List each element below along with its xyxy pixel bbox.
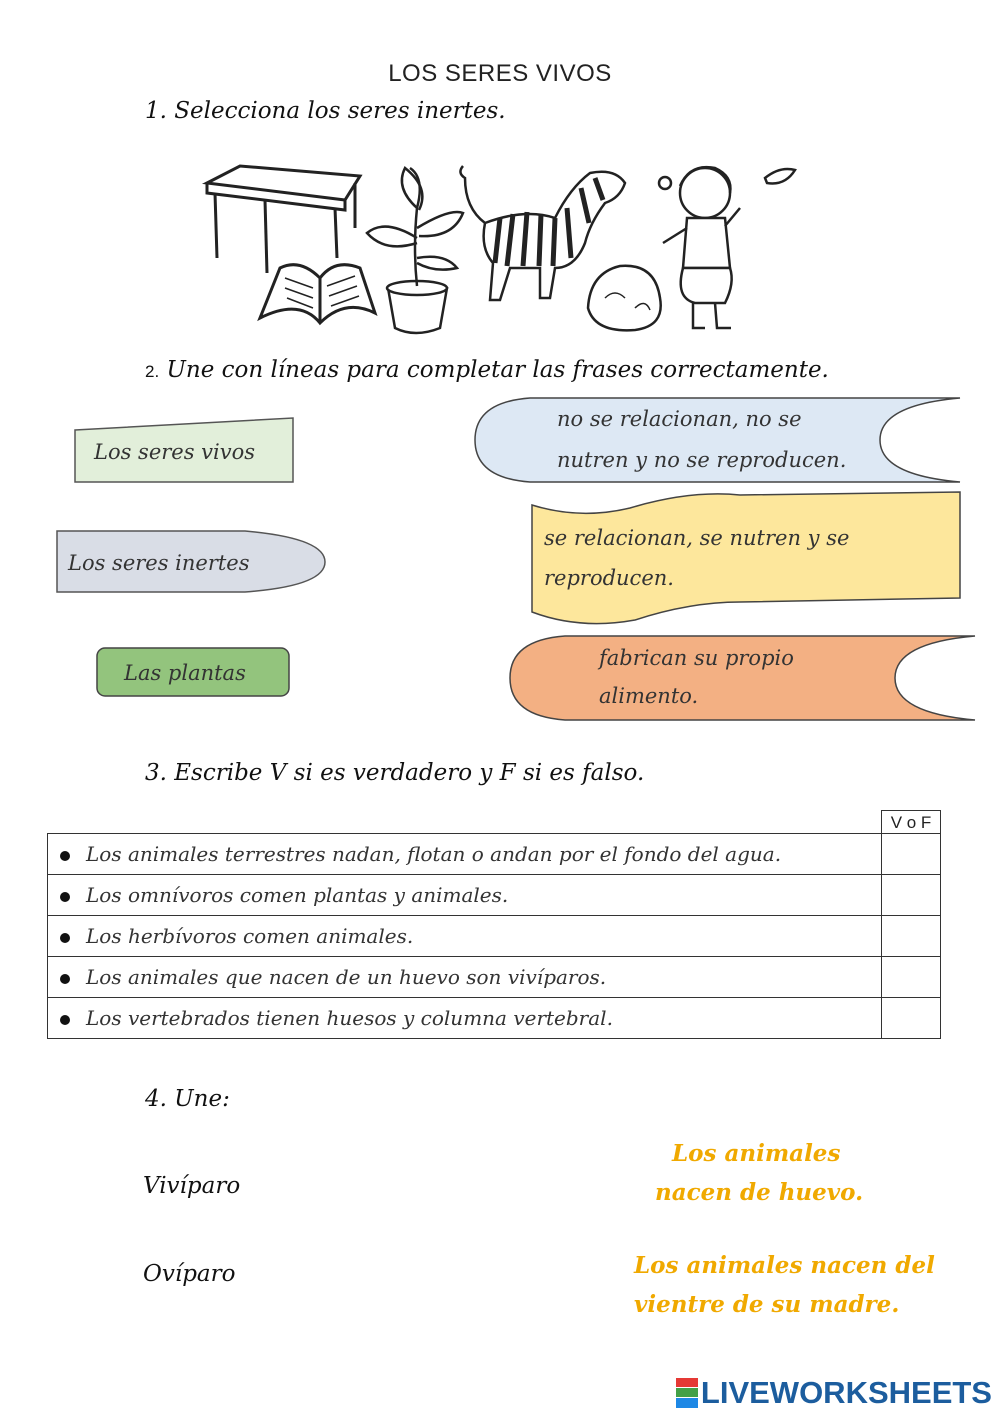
right-orange-line1: fabrican su propio [599, 646, 794, 670]
match-left-viviparo[interactable]: Vivíparo [143, 1173, 241, 1199]
right-blue-line2: nutren y no se reproducen. [557, 448, 847, 472]
question-2: Une con líneas para completar las frases correctamente. [166, 357, 829, 383]
living-nonliving-illustration [195, 148, 815, 338]
table-row [48, 916, 941, 957]
question-3: 3. Escribe V si es verdadero y F si es falso. [145, 760, 645, 786]
liveworksheets-mark-icon [676, 1378, 698, 1408]
liveworksheets-brand: LIVEWORKSHEETS [700, 1375, 992, 1410]
table-row [48, 875, 941, 916]
answer-cell-5[interactable] [882, 998, 941, 1039]
question-2-number: 2. [145, 362, 160, 381]
statement-2: Los omnívoros comen plantas y animales. [86, 883, 509, 907]
left-label-seres-vivos: Los seres vivos [94, 440, 256, 464]
bullet-icon [60, 933, 70, 943]
left-label-seres-inertes: Los seres inertes [68, 551, 250, 575]
statement-1: Los animales terrestres nadan, flotan o andan por el fondo del agua. [86, 842, 782, 866]
table-row [48, 834, 941, 875]
plant-drawing[interactable] [367, 168, 463, 333]
rock-drawing[interactable] [588, 266, 661, 331]
match-right-huevo-line1[interactable]: Los animales [672, 1140, 841, 1167]
right-orange-line2: alimento. [599, 684, 699, 708]
right-yellow-line2: reproducen. [544, 566, 674, 590]
bullet-icon [60, 1015, 70, 1025]
table-drawing[interactable] [207, 166, 360, 273]
answer-cell-2[interactable] [882, 875, 941, 916]
left-label-plantas: Las plantas [124, 661, 246, 685]
statement-3: Los herbívoros comen animales. [86, 924, 414, 948]
bullet-icon [60, 851, 70, 861]
right-yellow-line1: se relacionan, se nutren y se [544, 526, 850, 550]
match-left-oviparo[interactable]: Ovíparo [143, 1261, 236, 1287]
right-blue-line1: no se relacionan, no se [557, 407, 802, 431]
table-row [48, 957, 941, 998]
book-drawing[interactable] [260, 265, 375, 323]
bullet-icon [60, 974, 70, 984]
statement-4: Los animales que nacen de un huevo son vivíparos. [86, 965, 607, 989]
answer-cell-1[interactable] [882, 834, 941, 875]
page-title: LOS SERES VIVOS [388, 60, 612, 87]
match-right-vientre-line2[interactable]: vientre de su madre. [634, 1291, 900, 1318]
true-false-table [47, 833, 941, 1039]
girl-drawing[interactable] [659, 167, 795, 328]
match-right-vientre-line1[interactable]: Los animales nacen del [634, 1252, 935, 1279]
right-shapes [470, 390, 980, 730]
table-row [48, 998, 941, 1039]
vf-header: V o F [881, 810, 941, 834]
right-shape-yellow[interactable] [532, 492, 960, 624]
match-right-huevo-line2[interactable]: nacen de huevo. [655, 1179, 864, 1206]
question-1: 1. Selecciona los seres inertes. [145, 98, 506, 124]
answer-cell-4[interactable] [882, 957, 941, 998]
answer-cell-3[interactable] [882, 916, 941, 957]
statement-5: Los vertebrados tienen huesos y columna vertebral. [86, 1006, 613, 1030]
bullet-icon [60, 892, 70, 902]
question-4: 4. Une: [145, 1086, 230, 1112]
liveworksheets-logo[interactable] [676, 1375, 992, 1411]
